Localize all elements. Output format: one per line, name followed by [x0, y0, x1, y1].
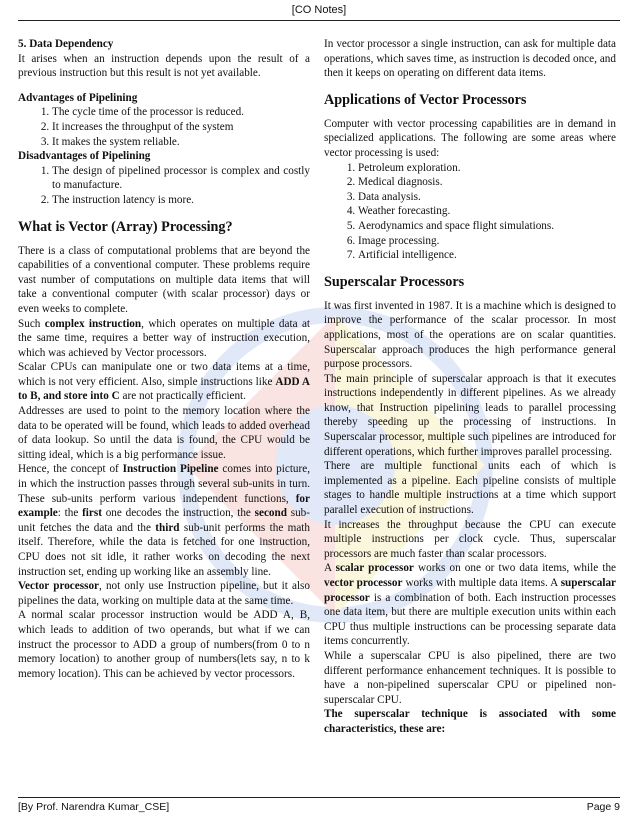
header-divider [18, 20, 620, 21]
paragraph: A normal scalar processor instruction would be ADD A, B, which leads to addition of two operands, but what if we can instruct the processor to ADD a group of numbers(from 0 to n memory location) to another group of numbers(lets say, n to k memory location). This can be achieved by vector processors. [18, 609, 310, 680]
applications-list [324, 161, 616, 263]
paragraph: There is a class of computational problems that are beyond the capabilities of a conventional computer. These problems require vast number of computations on multiple data items that will take a conventional computer (with scalar processor) days or even weeks to complete. [18, 244, 310, 315]
advantages-heading: Advantages of Pipelining [18, 91, 138, 104]
list-item: 1. Petroleum exploration. [358, 161, 616, 176]
paragraph: Such complex instruction, which operates on multiple data at the same time, requires a better way of instruction execution, which was achieved by Vector processors. [18, 317, 311, 359]
vector-processing-heading: What is Vector (Array) Processing? [18, 218, 233, 235]
superscalar-heading: Superscalar Processors [324, 273, 465, 290]
page-number: Page 9 [586, 801, 620, 813]
data-dependency-text: It arises when an instruction depends upon the result of a previous instruction but this result is not yet available. [18, 52, 310, 80]
paragraph: Addresses are used to point to the memory location where the data to be operated will be found, which leads to added overhead of data lookup. So until the data is found, the CPU would be sitting ideal, which is a big performance issue. [18, 405, 310, 461]
paragraph: Vector processor, not only use Instruction pipeline, but it also pipelines the data, working on multiple data at the same time. [18, 580, 310, 607]
list-item: 1. The cycle time of the processor is reduced. [52, 105, 310, 120]
data-dependency-heading: 5. Data Dependency [18, 38, 114, 50]
list-item: 5. Aerodynamics and space flight simulations. [358, 219, 616, 234]
page-header: [CO Notes] [291, 4, 347, 16]
list-item: 2. The instruction latency is more. [52, 193, 310, 208]
paragraph: The superscalar technique is associated with some characteristics, these are: [324, 708, 616, 735]
paragraph: The main principle of superscalar approach is that it executes instructions independently in different pipelines. As we already know, that Instruction pipelining leads to parallel processing thereby speeding up the processing of instructions. In Superscalar processor, multiple such pipelines are introduced for different operations, which further improves parallel processing. [324, 372, 616, 458]
list-item: 2. It increases the throughput of the system [52, 120, 310, 135]
list-item: 3. It makes the system reliable. [52, 135, 310, 150]
footer-divider [18, 797, 620, 798]
disadvantages-heading: Disadvantages of Pipelining [18, 150, 151, 163]
paragraph: While a superscalar CPU is also pipelined, there are two different performance enhancement techniques. It is possible to have a non-pipelined superscalar CPU or pipelined non-superscalar CPU. [324, 649, 616, 706]
paragraph: Computer with vector processing capabilities are in demand in specialized applications. The following are some areas where vector processing is used: [324, 117, 616, 159]
paragraph: In vector processor a single instruction, can ask for multiple data operations, which saves time, as instruction is decoded once, and then it keeps on operating on different data items. [324, 38, 616, 80]
left-column [18, 37, 310, 681]
right-column [324, 37, 616, 737]
disadvantages-list [18, 164, 310, 208]
list-item: 3. Data analysis. [358, 190, 616, 205]
applications-heading: Applications of Vector Processors [324, 91, 527, 108]
paragraph: It increases the throughput because the CPU can execute multiple instructions per clock cycle. Thus, superscalar processors are much faster than scalar processors. [324, 518, 616, 560]
paragraph: A scalar processor works on one or two data items, while the vector processor works with multiple data items. A superscalar processor is a combination of both. Each instruction processes one data item, but there are multiple execution units within each CPU thus multiple instructions can be processing separate data items concurrently. [324, 562, 617, 648]
paragraph: Scalar CPUs can manipulate one or two data items at a time, which is not very efficient. Also, simple instructions like ADD A to B, and store into C are not practically efficient. [18, 361, 311, 403]
list-item: 7. Artificial intelligence. [358, 248, 616, 263]
list-item: 6. Image processing. [358, 234, 616, 249]
paragraph: It was first invented in 1987. It is a machine which is designed to improve the performance of the scalar processor. In most applications, most of the operations are on scalar quantities. Superscalar approach produces the high performance general purpose processors. [324, 299, 616, 371]
paragraph: Hence, the concept of Instruction Pipeline comes into picture, in which the instruction passes through several sub-units in turn. These sub-units perform various independent functions, for example: the first one decodes the instruction, the second sub-unit fetches the data and the third sub-unit performs the math itself. Therefore, while the data is fetched for one instruction, CPU does not sit idle, it rather works on decoding the next instruction set, ending up working like an assembly line. [18, 463, 311, 578]
list-item: 2. Medical diagnosis. [358, 175, 616, 190]
footer-author: [By Prof. Narendra Kumar_CSE] [18, 801, 170, 813]
paragraph: There are multiple functional units each of which is implemented as a pipeline. Each pipeline consists of multiple stages to handle multiple instructions at a time which support parallel execution of instructions. [324, 460, 616, 517]
list-item: 4. Weather forecasting. [358, 204, 616, 219]
advantages-list [18, 105, 310, 149]
list-item: 1. The design of pipelined processor is complex and costly to manufacture. [52, 164, 310, 193]
